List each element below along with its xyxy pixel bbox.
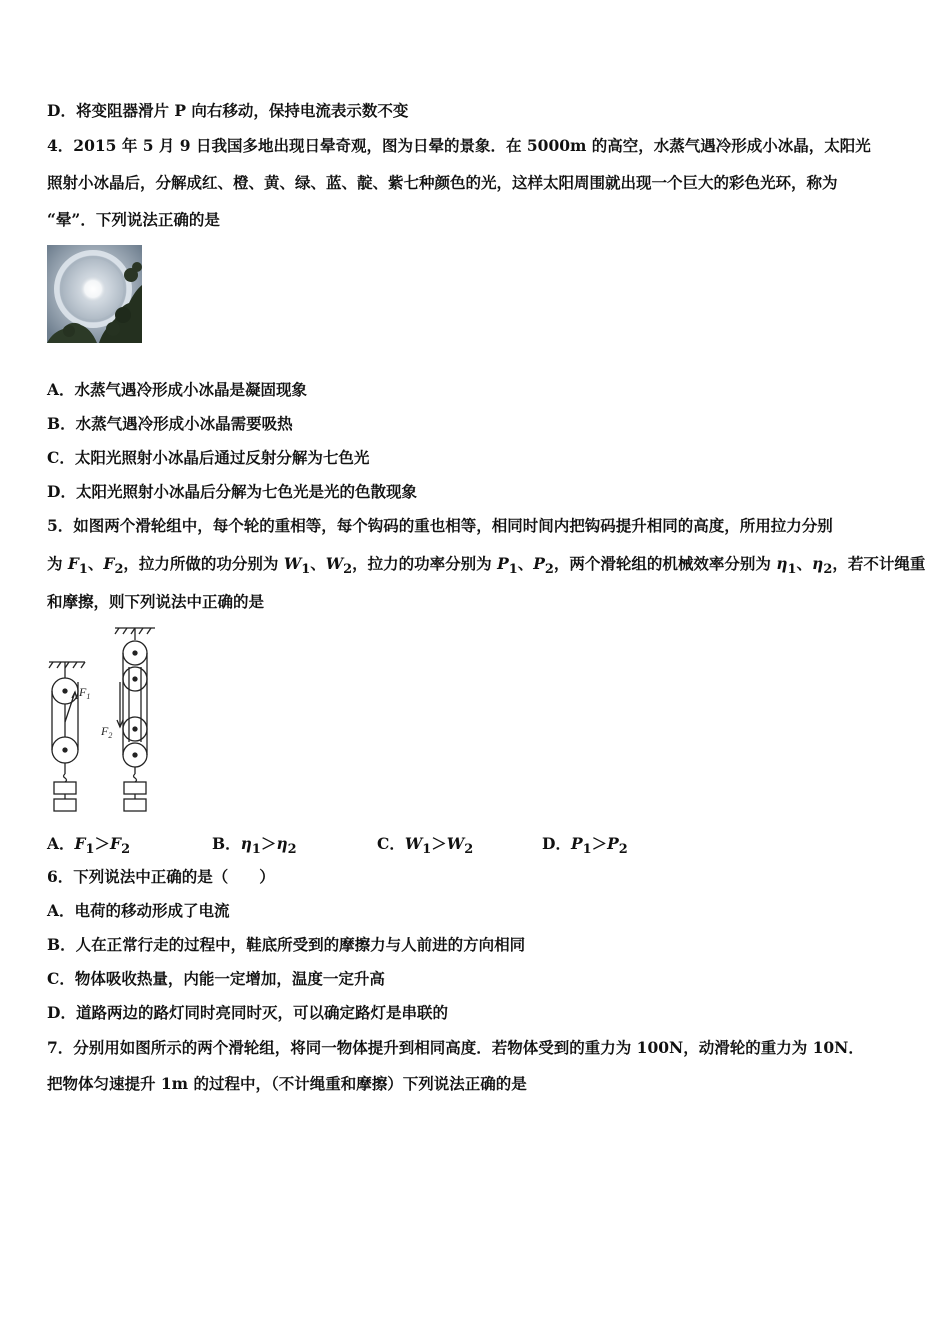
q5-stem-line-3: 和摩擦，则下列说法中正确的是 (47, 592, 265, 611)
solar-halo-photo (47, 245, 142, 343)
q5-option-d: D．$P_1>P_2$ (542, 834, 628, 858)
pulley-diagram (45, 622, 170, 817)
halo-image (47, 245, 142, 343)
q3-option-d: D．将变阻器滑片 P 向右移动，保持电流表示数不变 (47, 101, 409, 120)
q4-option-d: D．太阳光照射小冰晶后分解为七色光是光的色散现象 (47, 482, 417, 501)
q4-option-a: A．水蒸气遇冷形成小冰晶是凝固现象 (47, 380, 308, 399)
q4-stem-line-3: “晕”．下列说法正确的是 (47, 210, 220, 229)
q7-stem-line-2: 把物体匀速提升 1m 的过程中，（不计绳重和摩擦）下列说法正确的是 (47, 1074, 527, 1093)
q5-options (47, 832, 907, 856)
q5-option-b: B．$\eta_1>\eta_2$ (212, 834, 297, 858)
q5-option-a: A．$F_1>F_2$ (47, 834, 131, 858)
q6-option-d: D．道路两边的路灯同时亮同时灭，可以确定路灯是串联的 (47, 1003, 448, 1022)
q6-stem: 6．下列说法中正确的是（ ） (47, 867, 275, 886)
q5-option-c: C．$W_1>W_2$ (377, 834, 474, 858)
q7-stem-line-1: 7．分别用如图所示的两个滑轮组，将同一物体提升到相同高度．若物体受到的重力为 100N，动滑轮的重力为 10N． (47, 1038, 864, 1057)
q4-option-c: C．太阳光照射小冰晶后通过反射分解为七色光 (47, 448, 370, 467)
q6-option-c: C．物体吸收热量，内能一定增加，温度一定升高 (47, 969, 385, 988)
q5-stem-line-1: 5．如图两个滑轮组中，每个轮的重相等，每个钩码的重也相等，相同时间内把钩码提升相同的高度，所用拉力分别 (47, 516, 833, 535)
q6-option-a: A．电荷的移动形成了电流 (47, 901, 230, 920)
q6-option-b: B．人在正常行走的过程中，鞋底所受到的摩擦力与人前进的方向相同 (47, 935, 526, 954)
q4-option-b: B．水蒸气遇冷形成小冰晶需要吸热 (47, 414, 293, 433)
f1-label: $F_1$ (79, 685, 91, 701)
q5-stem-line-2: 为 $F_1$、$F_2$，拉力所做的功分别为 $W_1$、$W_2$，拉力的功率分别为 $P_1$、$P_2$，两个滑轮组的机械效率分别为 $\eta_1$、$\eta_2$，若不计绳重 (47, 554, 926, 578)
pulley-systems-figure (45, 622, 170, 817)
f2-label: $F_2$ (101, 724, 113, 740)
q4-stem-line-1: 4．2015 年 5 月 9 日我国多地出现日晕奇观，图为日晕的景象．在 5000m 的高空，水蒸气遇冷形成小冰晶，太阳光 (47, 136, 871, 155)
q4-stem-line-2: 照射小冰晶后，分解成红、橙、黄、绿、蓝、靛、紫七种颜色的光，这样太阳周围就出现一个巨大的彩色光环，称为 (47, 173, 838, 192)
